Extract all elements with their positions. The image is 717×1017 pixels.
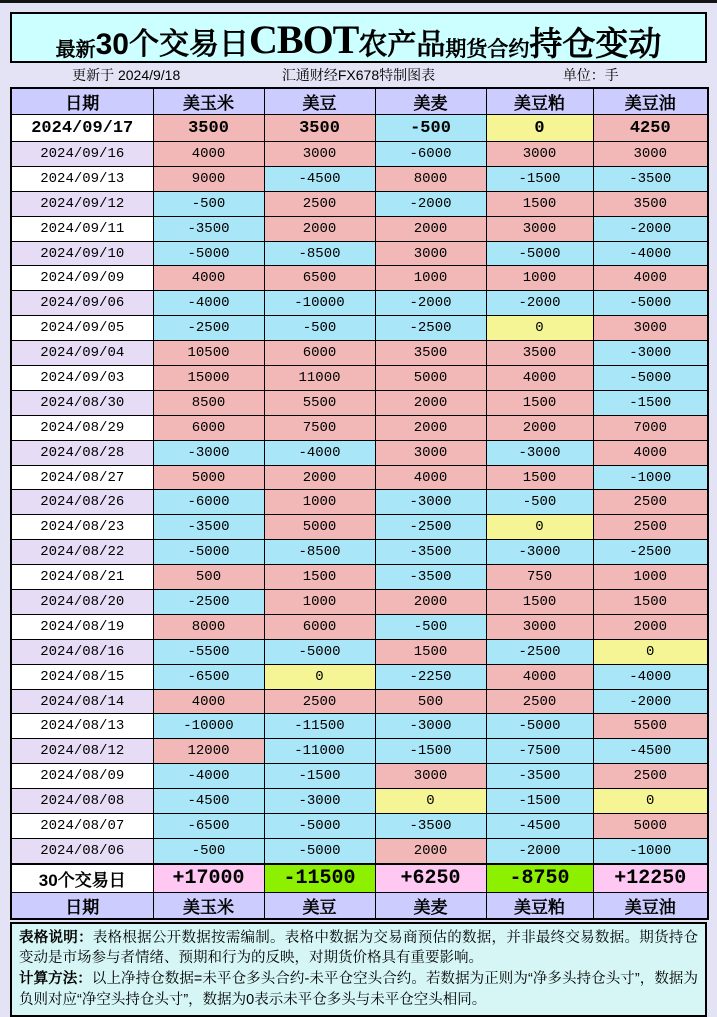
value-cell: -5500: [153, 639, 264, 664]
date-cell: 2024/08/27: [11, 465, 153, 490]
date-cell: 2024/08/30: [11, 390, 153, 415]
value-cell: -4500: [264, 166, 375, 191]
footer-column-header: 美玉米: [153, 892, 264, 919]
value-cell: 500: [375, 689, 486, 714]
value-cell: 4000: [593, 266, 708, 291]
date-cell: 2024/09/03: [11, 366, 153, 391]
value-cell: -7500: [486, 739, 593, 764]
value-cell: -2500: [375, 515, 486, 540]
date-cell: 2024/08/28: [11, 440, 153, 465]
infographic: [10, 12, 707, 1017]
date-cell: 2024/08/26: [11, 490, 153, 515]
table-row: [11, 390, 708, 415]
value-cell: 3000: [486, 216, 593, 241]
table-row: [11, 142, 708, 167]
value-cell: 750: [486, 565, 593, 590]
date-cell: 2024/08/08: [11, 789, 153, 814]
date-cell: 2024/08/12: [11, 739, 153, 764]
value-cell: 1500: [593, 590, 708, 615]
subtitle-bar: [10, 63, 707, 87]
value-cell: -6500: [153, 664, 264, 689]
value-cell: 1500: [486, 590, 593, 615]
value-cell: 6000: [264, 614, 375, 639]
value-cell: 6000: [264, 341, 375, 366]
table-row: [11, 764, 708, 789]
value-cell: 10500: [153, 341, 264, 366]
table-row: [11, 166, 708, 191]
value-cell: -11000: [264, 739, 375, 764]
value-cell: 3000: [486, 614, 593, 639]
column-header: 日期: [11, 88, 153, 115]
value-cell: -500: [486, 490, 593, 515]
value-cell: 1000: [264, 590, 375, 615]
title-suffix: 持仓变动: [529, 25, 662, 62]
value-cell: -4500: [153, 789, 264, 814]
date-cell: 2024/09/10: [11, 241, 153, 266]
table-row: [11, 216, 708, 241]
date-cell: 2024/08/14: [11, 689, 153, 714]
value-cell: -500: [264, 316, 375, 341]
value-cell: -1000: [593, 465, 708, 490]
table-row: [11, 664, 708, 689]
value-cell: 3000: [264, 142, 375, 167]
table-row: [11, 639, 708, 664]
value-cell: -2500: [486, 639, 593, 664]
value-cell: 0: [375, 789, 486, 814]
table-row: [11, 838, 708, 863]
note-text: 以上净持仓数据=未平仓多头合约-未平仓空头合约。若数据为正则为“净多头持仓头寸”，数据为负则对应“净空头持仓头寸”，数据为0表示未平仓多头与未平仓空头相同。: [19, 970, 699, 1008]
table-row: [11, 540, 708, 565]
positions-table: [10, 87, 709, 920]
value-cell: -4500: [593, 739, 708, 764]
value-cell: 4000: [153, 142, 264, 167]
table-row: [11, 366, 708, 391]
value-cell: 1500: [486, 191, 593, 216]
value-cell: -5000: [264, 639, 375, 664]
date-cell: 2024/09/04: [11, 341, 153, 366]
value-cell: 4000: [486, 664, 593, 689]
footer-column-header: 美豆油: [593, 892, 708, 919]
table-row: [11, 341, 708, 366]
table-row: [11, 515, 708, 540]
note-label: 计算方法：: [19, 970, 92, 987]
value-cell: -1000: [593, 838, 708, 863]
value-cell: -3000: [486, 540, 593, 565]
date-cell: 2024/08/09: [11, 764, 153, 789]
summary-value-cell: +12250: [593, 864, 708, 893]
value-cell: -6000: [375, 142, 486, 167]
value-cell: 5000: [153, 465, 264, 490]
value-cell: 1000: [264, 490, 375, 515]
table-row: [11, 689, 708, 714]
value-cell: 2000: [264, 465, 375, 490]
title-product: 农产品: [358, 29, 446, 61]
value-cell: -3500: [593, 166, 708, 191]
value-cell: 4000: [593, 440, 708, 465]
value-cell: 8000: [375, 166, 486, 191]
value-cell: 2000: [375, 216, 486, 241]
calc-note: [19, 969, 698, 1010]
value-cell: 1500: [264, 565, 375, 590]
value-cell: 0: [486, 316, 593, 341]
table-row: [11, 191, 708, 216]
value-cell: -5000: [486, 241, 593, 266]
value-cell: -5000: [264, 838, 375, 863]
value-cell: -3000: [486, 440, 593, 465]
value-cell: -500: [375, 115, 486, 142]
date-cell: 2024/09/16: [11, 142, 153, 167]
value-cell: 2500: [593, 515, 708, 540]
table-row: [11, 590, 708, 615]
value-cell: -5000: [593, 366, 708, 391]
date-cell: 2024/08/19: [11, 614, 153, 639]
footer-header-row: [11, 892, 708, 919]
date-cell: 2024/09/11: [11, 216, 153, 241]
value-cell: 500: [153, 565, 264, 590]
value-cell: -3500: [153, 216, 264, 241]
value-cell: 3000: [593, 316, 708, 341]
value-cell: 1500: [486, 390, 593, 415]
value-cell: -6000: [153, 490, 264, 515]
table-note: [19, 928, 698, 969]
date-cell: 2024/09/12: [11, 191, 153, 216]
table-row: [11, 714, 708, 739]
value-cell: -2000: [486, 838, 593, 863]
value-cell: 2000: [375, 390, 486, 415]
unit-label: 单位：手: [562, 67, 619, 83]
value-cell: 2000: [264, 216, 375, 241]
value-cell: -5000: [593, 291, 708, 316]
summary-value-cell: -11500: [264, 864, 375, 893]
footer-column-header: 日期: [11, 892, 153, 919]
value-cell: 5500: [593, 714, 708, 739]
table-row: [11, 415, 708, 440]
value-cell: 2500: [486, 689, 593, 714]
value-cell: -8500: [264, 540, 375, 565]
value-cell: -10000: [153, 714, 264, 739]
column-header: 美豆: [264, 88, 375, 115]
value-cell: 1500: [375, 639, 486, 664]
value-cell: -500: [153, 191, 264, 216]
title-count: 30个交易日: [95, 28, 249, 61]
value-cell: 3000: [375, 241, 486, 266]
value-cell: 7500: [264, 415, 375, 440]
date-cell: 2024/08/22: [11, 540, 153, 565]
note-text: 表格根据公开数据按需编制。表格中数据为交易商预估的数据，并非最终交易数据。期货持仓变动是市场参与者情绪、预期和行为的反映，对期货价格具有重要影响。: [19, 929, 699, 967]
footer-column-header: 美豆: [264, 892, 375, 919]
value-cell: 9000: [153, 166, 264, 191]
value-cell: 0: [486, 115, 593, 142]
date-cell: 2024/08/13: [11, 714, 153, 739]
summary-value-cell: +17000: [153, 864, 264, 893]
value-cell: 2500: [264, 689, 375, 714]
table-row: [11, 115, 708, 142]
value-cell: -3000: [153, 440, 264, 465]
value-cell: 2500: [593, 764, 708, 789]
value-cell: 2500: [593, 490, 708, 515]
value-cell: -2000: [486, 291, 593, 316]
table-row: [11, 739, 708, 764]
column-header: 美豆油: [593, 88, 708, 115]
date-cell: 2024/09/17: [11, 115, 153, 142]
value-cell: -2000: [593, 216, 708, 241]
value-cell: 2500: [264, 191, 375, 216]
value-cell: 0: [264, 664, 375, 689]
column-header: 美玉米: [153, 88, 264, 115]
value-cell: -3500: [153, 515, 264, 540]
value-cell: 2000: [593, 614, 708, 639]
value-cell: 4000: [486, 366, 593, 391]
note-label: 表格说明：: [19, 929, 93, 946]
value-cell: 3500: [153, 115, 264, 142]
value-cell: 2000: [375, 590, 486, 615]
value-cell: 4000: [153, 266, 264, 291]
value-cell: 3500: [486, 341, 593, 366]
value-cell: 4250: [593, 115, 708, 142]
date-cell: 2024/09/06: [11, 291, 153, 316]
value-cell: -2500: [593, 540, 708, 565]
value-cell: -6500: [153, 814, 264, 839]
date-cell: 2024/09/09: [11, 266, 153, 291]
title-contract: 期货合约: [445, 38, 530, 61]
value-cell: 1500: [486, 465, 593, 490]
table-row: [11, 565, 708, 590]
value-cell: 12000: [153, 739, 264, 764]
value-cell: 4000: [375, 465, 486, 490]
table-row: [11, 814, 708, 839]
value-cell: -5000: [153, 241, 264, 266]
value-cell: -3500: [486, 764, 593, 789]
date-cell: 2024/08/16: [11, 639, 153, 664]
table-row: [11, 789, 708, 814]
value-cell: 3000: [375, 764, 486, 789]
value-cell: -4000: [264, 440, 375, 465]
value-cell: 1000: [593, 565, 708, 590]
table-row: [11, 490, 708, 515]
value-cell: -4000: [593, 664, 708, 689]
value-cell: -3500: [375, 540, 486, 565]
value-cell: 5500: [264, 390, 375, 415]
value-cell: -500: [153, 838, 264, 863]
value-cell: 5000: [375, 366, 486, 391]
date-cell: 2024/08/15: [11, 664, 153, 689]
value-cell: 2000: [375, 415, 486, 440]
value-cell: -1500: [375, 739, 486, 764]
table-row: [11, 316, 708, 341]
value-cell: -4000: [153, 764, 264, 789]
value-cell: 0: [593, 639, 708, 664]
date-cell: 2024/08/29: [11, 415, 153, 440]
value-cell: 8500: [153, 390, 264, 415]
footer-column-header: 美麦: [375, 892, 486, 919]
value-cell: -4500: [486, 814, 593, 839]
value-cell: 0: [486, 515, 593, 540]
value-cell: -8500: [264, 241, 375, 266]
value-cell: -10000: [264, 291, 375, 316]
page-title: [10, 12, 707, 63]
value-cell: 1000: [486, 266, 593, 291]
summary-value-cell: -8750: [486, 864, 593, 893]
summary-value-cell: +6250: [375, 864, 486, 893]
value-cell: -3000: [375, 490, 486, 515]
value-cell: -1500: [593, 390, 708, 415]
value-cell: 1000: [375, 266, 486, 291]
value-cell: 7000: [593, 415, 708, 440]
value-cell: -4000: [153, 291, 264, 316]
value-cell: 3000: [593, 142, 708, 167]
table-row: [11, 465, 708, 490]
window-top-edge: [0, 0, 717, 3]
footer-column-header: 美豆粕: [486, 892, 593, 919]
value-cell: 3000: [375, 440, 486, 465]
value-cell: -1500: [486, 166, 593, 191]
updated-date: 更新于 2024/9/18: [72, 67, 181, 83]
table-row: [11, 266, 708, 291]
header-row: [11, 88, 708, 115]
table-body: [11, 115, 708, 864]
value-cell: 3000: [486, 142, 593, 167]
value-cell: -3000: [264, 789, 375, 814]
value-cell: 3500: [264, 115, 375, 142]
value-cell: 11000: [264, 366, 375, 391]
value-cell: 6000: [153, 415, 264, 440]
value-cell: 3500: [593, 191, 708, 216]
summary-label: 30个交易日: [11, 864, 153, 893]
value-cell: 15000: [153, 366, 264, 391]
source-credit: 汇通财经FX678特制图表: [281, 67, 436, 83]
column-header: 美豆粕: [486, 88, 593, 115]
value-cell: -3000: [593, 341, 708, 366]
value-cell: -2500: [153, 316, 264, 341]
value-cell: -2500: [153, 590, 264, 615]
title-prefix: 最新: [55, 39, 96, 61]
table-row: [11, 614, 708, 639]
value-cell: 6500: [264, 266, 375, 291]
column-header: 美麦: [375, 88, 486, 115]
value-cell: -2250: [375, 664, 486, 689]
date-cell: 2024/08/21: [11, 565, 153, 590]
value-cell: 5000: [593, 814, 708, 839]
value-cell: 4000: [153, 689, 264, 714]
value-cell: -1500: [486, 789, 593, 814]
table-row: [11, 291, 708, 316]
date-cell: 2024/08/23: [11, 515, 153, 540]
date-cell: 2024/08/07: [11, 814, 153, 839]
table-row: [11, 241, 708, 266]
summary-row: [11, 864, 708, 893]
title-exchange: CBOT: [249, 17, 359, 62]
value-cell: 8000: [153, 614, 264, 639]
date-cell: 2024/09/05: [11, 316, 153, 341]
value-cell: -2000: [375, 291, 486, 316]
value-cell: -2000: [375, 191, 486, 216]
date-cell: 2024/08/06: [11, 838, 153, 863]
value-cell: -3000: [375, 714, 486, 739]
value-cell: 3500: [375, 341, 486, 366]
table-row: [11, 440, 708, 465]
date-cell: 2024/08/20: [11, 590, 153, 615]
value-cell: -2000: [593, 689, 708, 714]
value-cell: -5000: [153, 540, 264, 565]
value-cell: -2500: [375, 316, 486, 341]
value-cell: -5000: [486, 714, 593, 739]
value-cell: -3500: [375, 814, 486, 839]
value-cell: -1500: [264, 764, 375, 789]
value-cell: 2000: [486, 415, 593, 440]
value-cell: -4000: [593, 241, 708, 266]
value-cell: -500: [375, 614, 486, 639]
value-cell: -5000: [264, 814, 375, 839]
value-cell: -11500: [264, 714, 375, 739]
value-cell: -3500: [375, 565, 486, 590]
value-cell: 5000: [264, 515, 375, 540]
date-cell: 2024/09/13: [11, 166, 153, 191]
value-cell: 2000: [375, 838, 486, 863]
value-cell: 0: [593, 789, 708, 814]
